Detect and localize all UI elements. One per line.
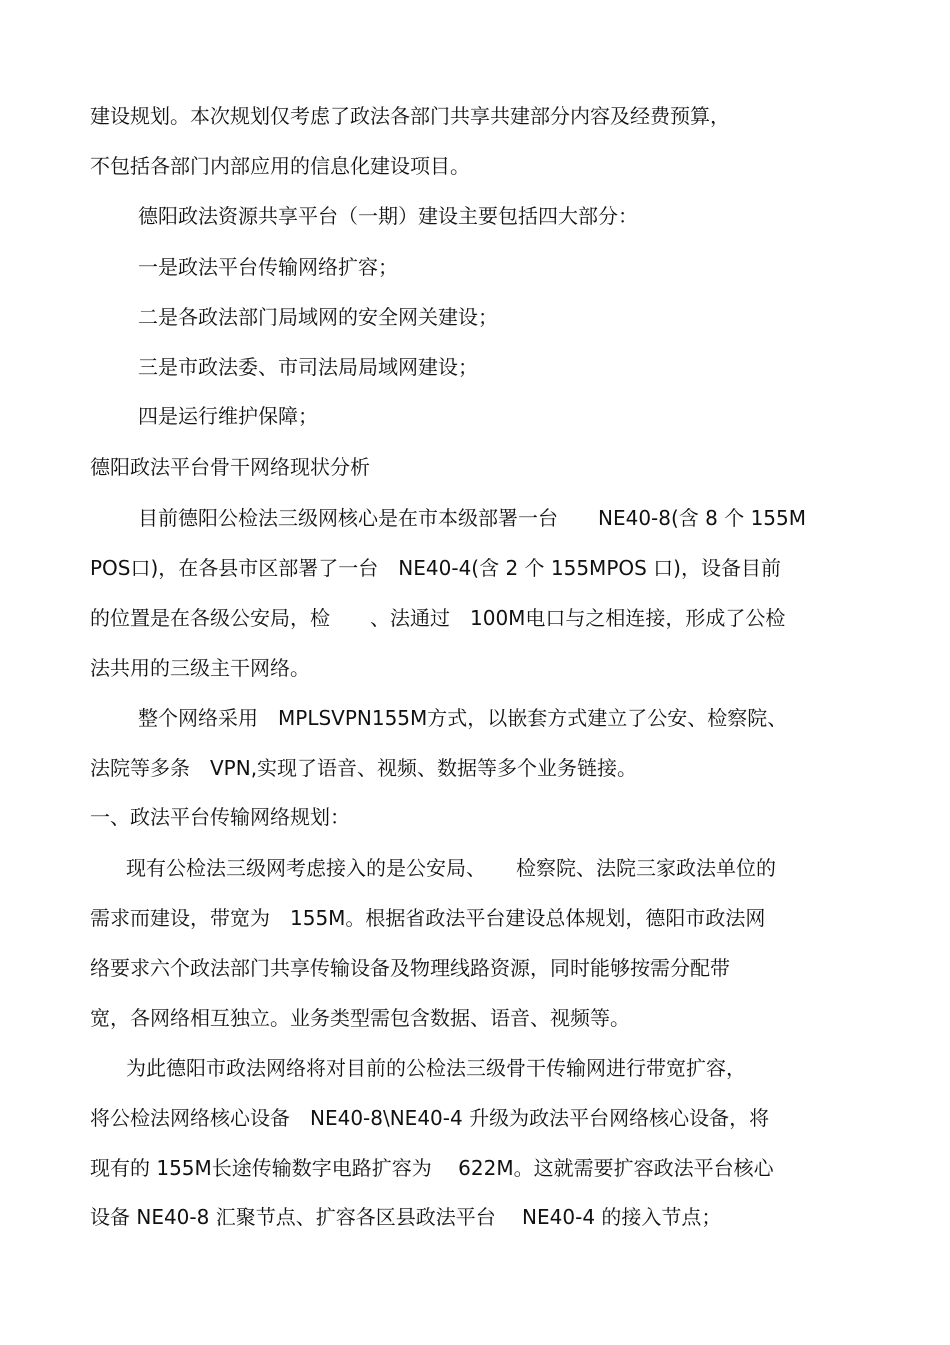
- text-line: 将公检法网络核心设备 NE40-8\NE40-4 升级为政法平台网络核心设备，将: [90, 1106, 770, 1130]
- text-line: POS口)，在各县市区部署了一台 NE40-4(含 2 个 155MPOS 口)，设备目前: [90, 556, 781, 580]
- text-line: 宽，各网络相互独立。业务类型需包含数据、语音、视频等。: [90, 1006, 630, 1030]
- text-line: 现有的 155M长途传输数字电路扩容为 622M。这就需要扩容政法平台核心: [90, 1156, 774, 1180]
- list-item: 四是运行维护保障；: [138, 404, 318, 428]
- text-line: 络要求六个政法部门共享传输设备及物理线路资源，同时能够按需分配带: [90, 956, 730, 980]
- text-line: 法共用的三级主干网络。: [90, 656, 310, 680]
- text-line: 不包括各部门内部应用的信息化建设项目。: [90, 154, 470, 178]
- text-line: 现有公检法三级网考虑接入的是公安局、 检察院、法院三家政法单位的: [126, 856, 776, 880]
- text-line: 的位置是在各级公安局，检 、法通过 100M电口与之相连接，形成了公检: [90, 606, 786, 630]
- text-line: 为此德阳市政法网络将对目前的公检法三级骨干传输网进行带宽扩容，: [126, 1056, 746, 1080]
- text-line: 建设规划。本次规划仅考虑了政法各部门共享共建部分内容及经费预算，: [90, 104, 730, 128]
- list-item: 三是市政法委、市司法局局域网建设；: [138, 355, 478, 379]
- text-line: 法院等多条 VPN,实现了语音、视频、数据等多个业务链接。: [90, 756, 638, 780]
- list-item: 一是政法平台传输网络扩容；: [138, 255, 398, 279]
- text-line: 目前德阳公检法三级网核心是在市本级部署一台 NE40-8(含 8 个 155M: [138, 506, 807, 530]
- section-heading: 一、政法平台传输网络规划：: [90, 805, 350, 829]
- text-line: 整个网络采用 MPLSVPN155M方式，以嵌套方式建立了公安、检察院、: [138, 706, 788, 730]
- section-heading: 德阳政法平台骨干网络现状分析: [90, 455, 370, 479]
- list-item: 二是各政法部门局域网的安全网关建设；: [138, 305, 498, 329]
- text-line: 德阳政法资源共享平台（一期）建设主要包括四大部分：: [138, 204, 638, 228]
- text-line: 需求而建设，带宽为 155M。根据省政法平台建设总体规划，德阳市政法网: [90, 906, 766, 930]
- text-line: 设备 NE40-8 汇聚节点、扩容各区县政法平台 NE40-4 的接入节点；: [90, 1205, 722, 1229]
